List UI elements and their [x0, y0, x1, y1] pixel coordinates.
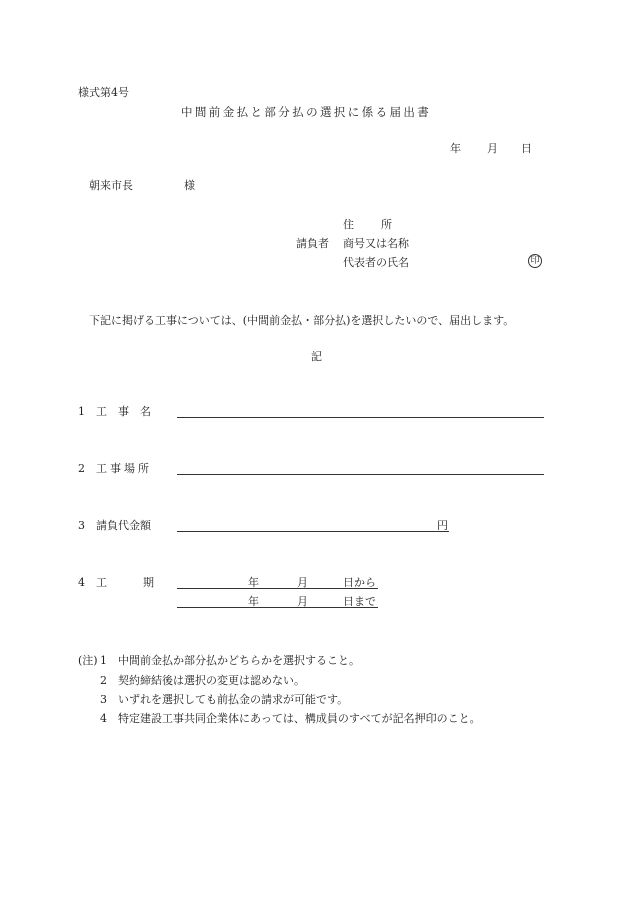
note-2-text: 契約締結後は選択の変更は認めない。	[118, 674, 305, 687]
intro-text: 下記に掲げる工事については、(中間前金払・部分払)を選択したいので、届出します。	[89, 314, 515, 327]
item-1-number: 1	[78, 405, 85, 418]
note-1-text: 中間前金払か部分払かどちらかを選択すること。	[118, 654, 360, 667]
period-end-year: 年	[248, 595, 259, 608]
period-start-day: 日から	[343, 576, 376, 589]
note-4-number: 4	[100, 712, 107, 725]
ki-heading: 記	[311, 350, 322, 363]
item-4-label-a: 工	[96, 576, 107, 589]
note-4-text: 特定建設工事共同企業体にあっては、構成員のすべてが記名押印のこと。	[118, 712, 481, 725]
period-end-month: 月	[297, 595, 308, 608]
document-title: 中間前金払と部分払の選択に係る届出書	[181, 105, 432, 119]
applicant-role-label: 請負者	[296, 237, 329, 250]
item-3-number: 3	[78, 519, 85, 532]
item-3-label: 請負代金額	[96, 519, 151, 532]
date-month-label: 月	[487, 142, 498, 155]
seal-mark: 印	[528, 254, 542, 268]
item-4-number: 4	[78, 576, 85, 589]
notes-prefix: (注)	[78, 654, 98, 667]
item-2-label: 工事場所	[96, 462, 152, 475]
note-3-text: いずれを選択しても前払金の請求が可能です。	[118, 693, 349, 706]
date-year-label: 年	[450, 142, 461, 155]
note-3-number: 3	[100, 693, 107, 706]
work-name-field-line[interactable]	[177, 417, 544, 418]
period-start-month: 月	[297, 576, 308, 589]
period-end-day: 日まで	[343, 595, 376, 608]
item-2-number: 2	[78, 462, 85, 475]
representative-name-label: 代表者の氏名	[343, 256, 409, 269]
work-place-field-line[interactable]	[177, 474, 544, 475]
note-2-number: 2	[100, 674, 107, 687]
amount-unit: 円	[437, 519, 448, 532]
note-1-number: 1	[100, 654, 107, 667]
addressee-honorific: 様	[184, 179, 195, 192]
company-name-label: 商号又は名称	[343, 237, 409, 250]
address-label: 住所	[343, 218, 419, 231]
form-number: 様式第4号	[78, 86, 129, 99]
contract-amount-field-line[interactable]	[177, 531, 449, 532]
addressee-name: 朝来市長	[89, 179, 133, 192]
item-4-label-b: 期	[143, 576, 154, 589]
item-1-label: 工 事 名	[96, 405, 151, 418]
date-day-label: 日	[521, 142, 532, 155]
period-start-year: 年	[248, 576, 259, 589]
